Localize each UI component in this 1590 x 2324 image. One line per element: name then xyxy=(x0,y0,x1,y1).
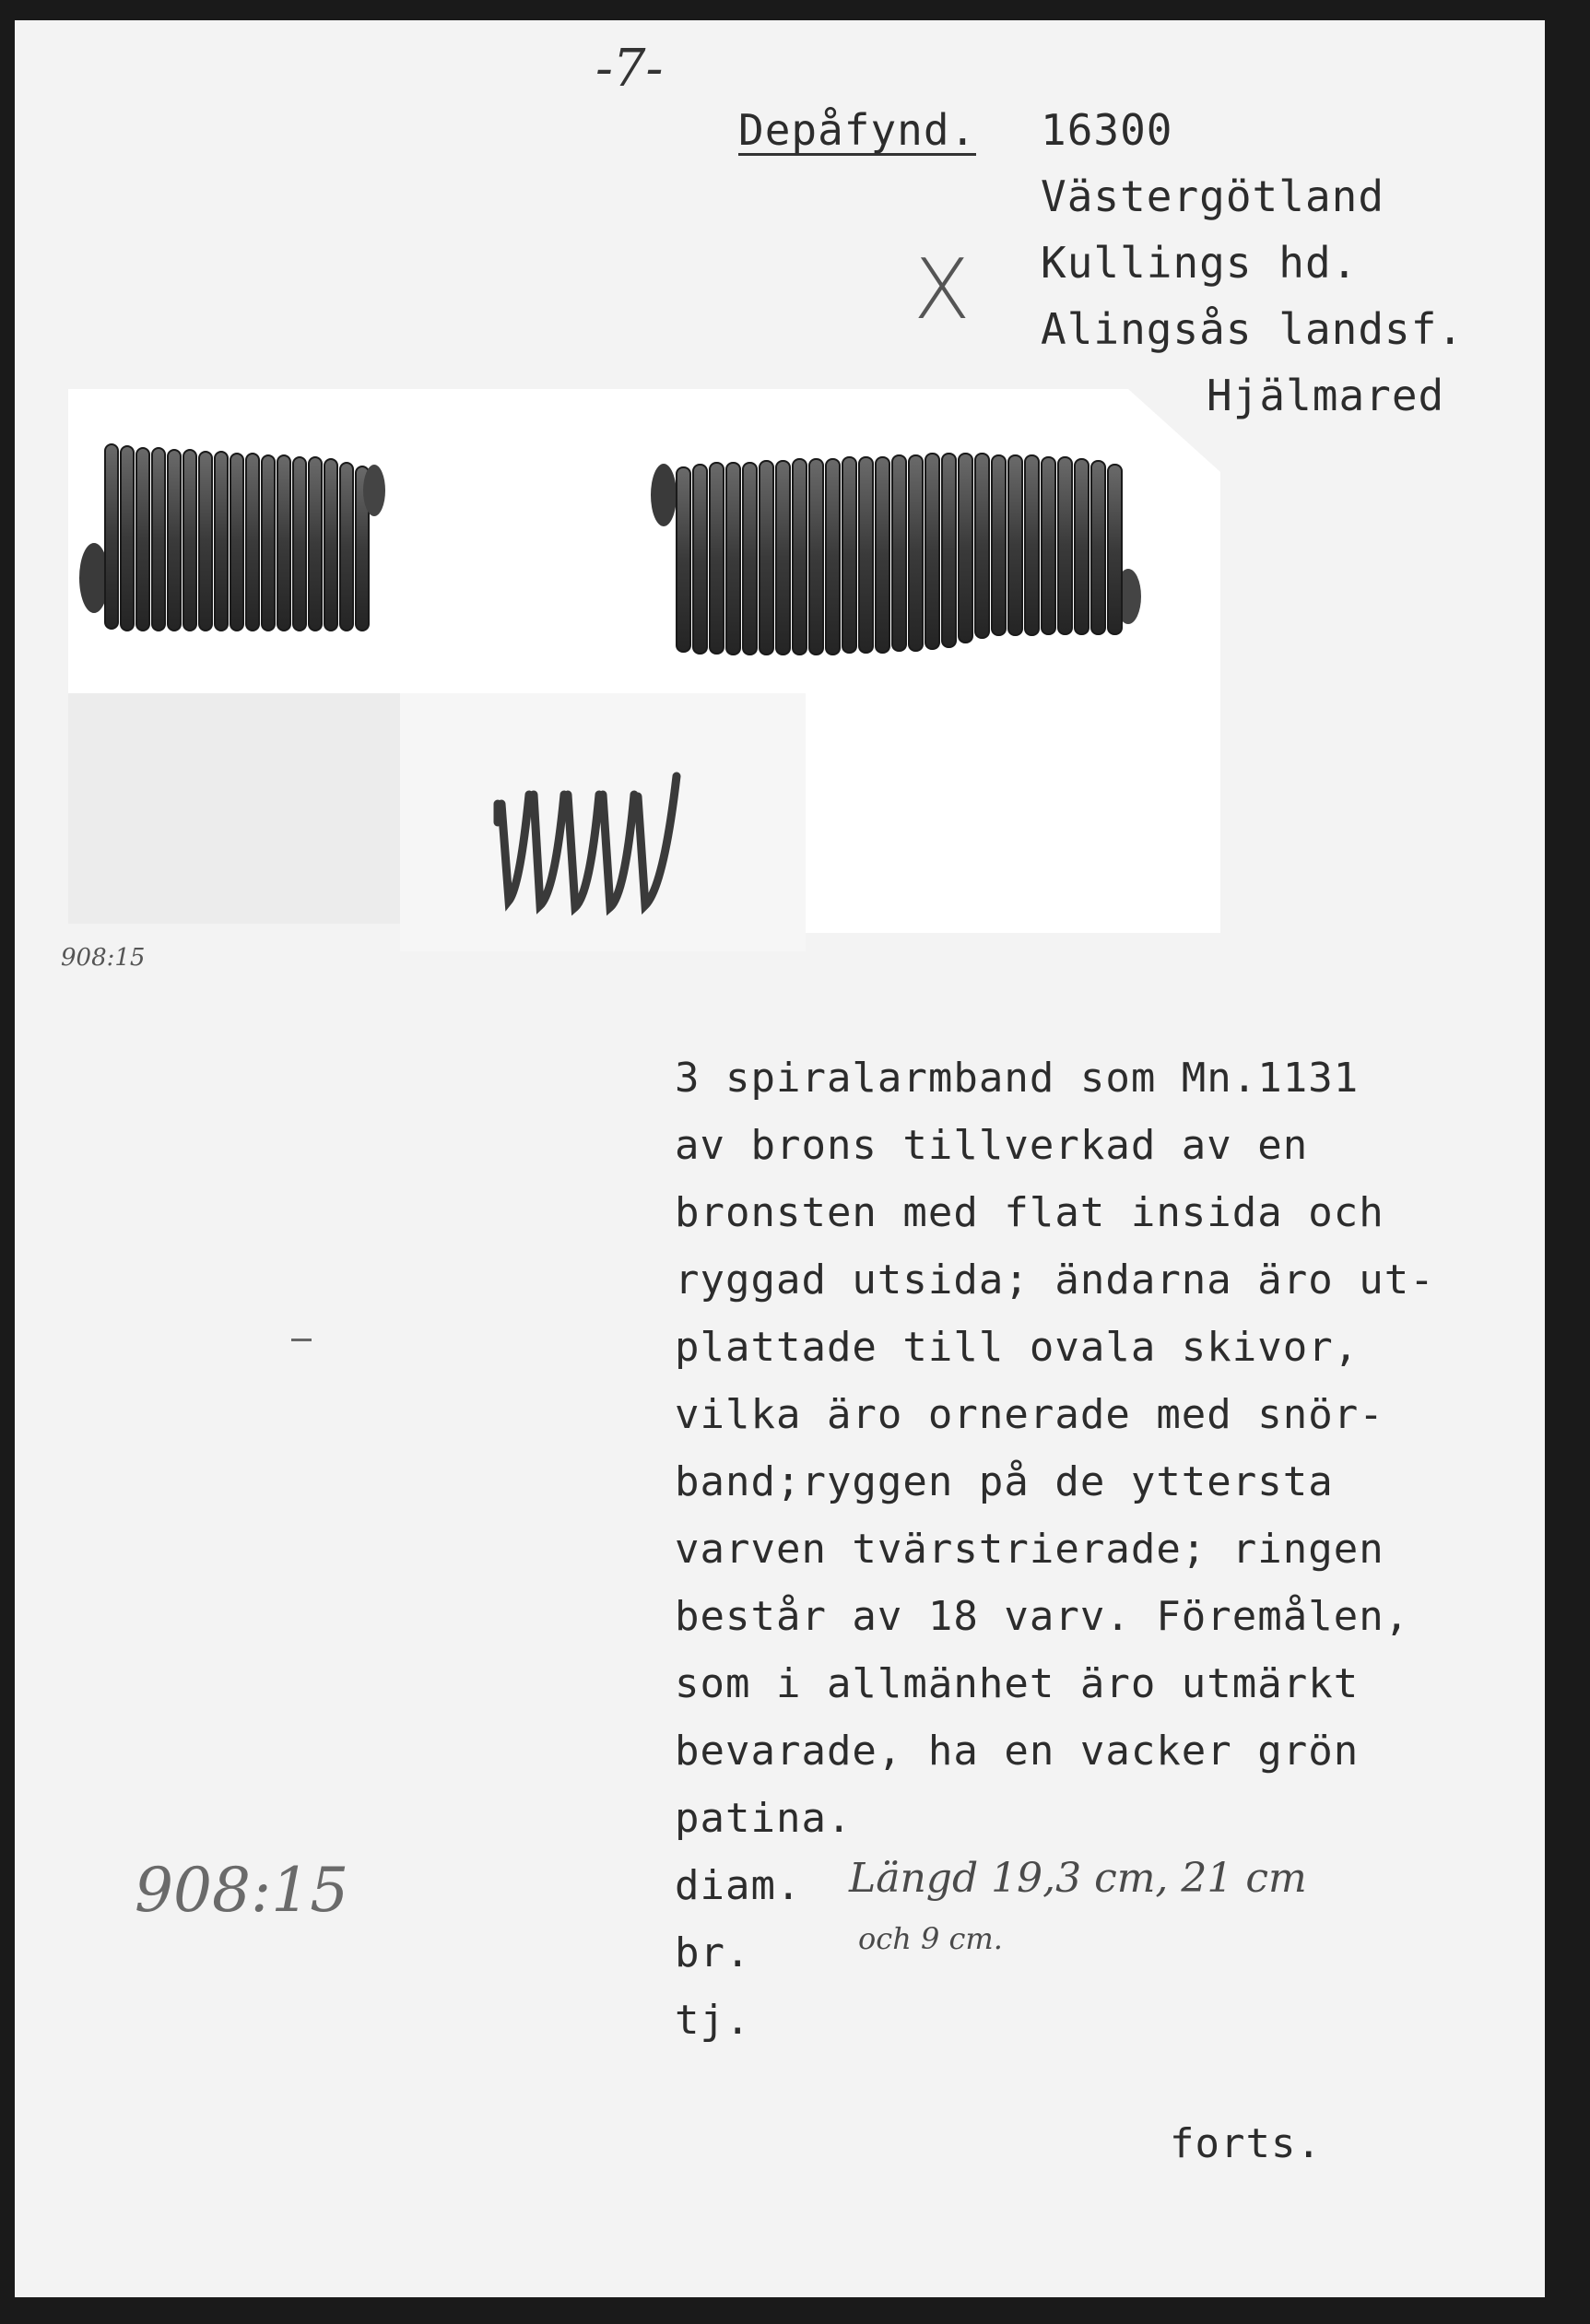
place-province: Västergötland xyxy=(1041,171,1385,221)
place-parish: Alingsås landsf. xyxy=(1041,304,1465,354)
page-number: -7- xyxy=(595,39,664,99)
check-mark: X xyxy=(913,242,971,338)
artifact-photograph xyxy=(68,389,1220,951)
description-line-10: som i allmänhet äro utmärkt xyxy=(675,1660,1360,1707)
description-line-1: 3 spiralarmband som Mn.1131 xyxy=(675,1055,1360,1102)
description-line-5: plattade till ovala skivor, xyxy=(675,1324,1360,1371)
description-line-6: vilka äro ornerade med snör- xyxy=(675,1391,1384,1438)
place-farm: Hjälmared xyxy=(1207,371,1445,420)
catalog-card xyxy=(15,20,1545,2297)
description-line-4: ryggad utsida; ändarna äro ut- xyxy=(675,1256,1435,1304)
inventory-number: 16300 xyxy=(1041,105,1173,155)
diam-label: diam. xyxy=(675,1862,802,1909)
br-label: br. xyxy=(675,1929,751,1976)
description-line-3: bronsten med flat insida och xyxy=(675,1189,1384,1236)
description-line-8: varven tvärstrierade; ringen xyxy=(675,1526,1384,1573)
description-line-9: består av 18 varv. Föremålen, xyxy=(675,1593,1410,1640)
handwritten-length: Längd 19,3 cm, 21 cm xyxy=(849,1855,1307,1902)
margin-note-large: 908:15 xyxy=(135,1855,349,1926)
continued-label: forts. xyxy=(1170,2120,1322,2167)
spiral-armbands-image xyxy=(68,389,1220,951)
margin-note-small: 908:15 xyxy=(61,944,146,972)
tj-label: tj. xyxy=(675,1997,751,2044)
handwritten-length-cont: och 9 cm. xyxy=(858,1921,1003,1956)
description-line-12: patina. xyxy=(675,1795,853,1842)
description-line-2: av brons tillverkad av en xyxy=(675,1122,1309,1169)
description-line-7: band;ryggen på de yttersta xyxy=(675,1458,1334,1505)
description-line-11: bevarade, ha en vacker grön xyxy=(675,1728,1360,1775)
place-hundred: Kullings hd. xyxy=(1041,238,1359,288)
find-type-label: Depåfynd. xyxy=(738,105,977,155)
margin-dash xyxy=(291,1339,312,1341)
